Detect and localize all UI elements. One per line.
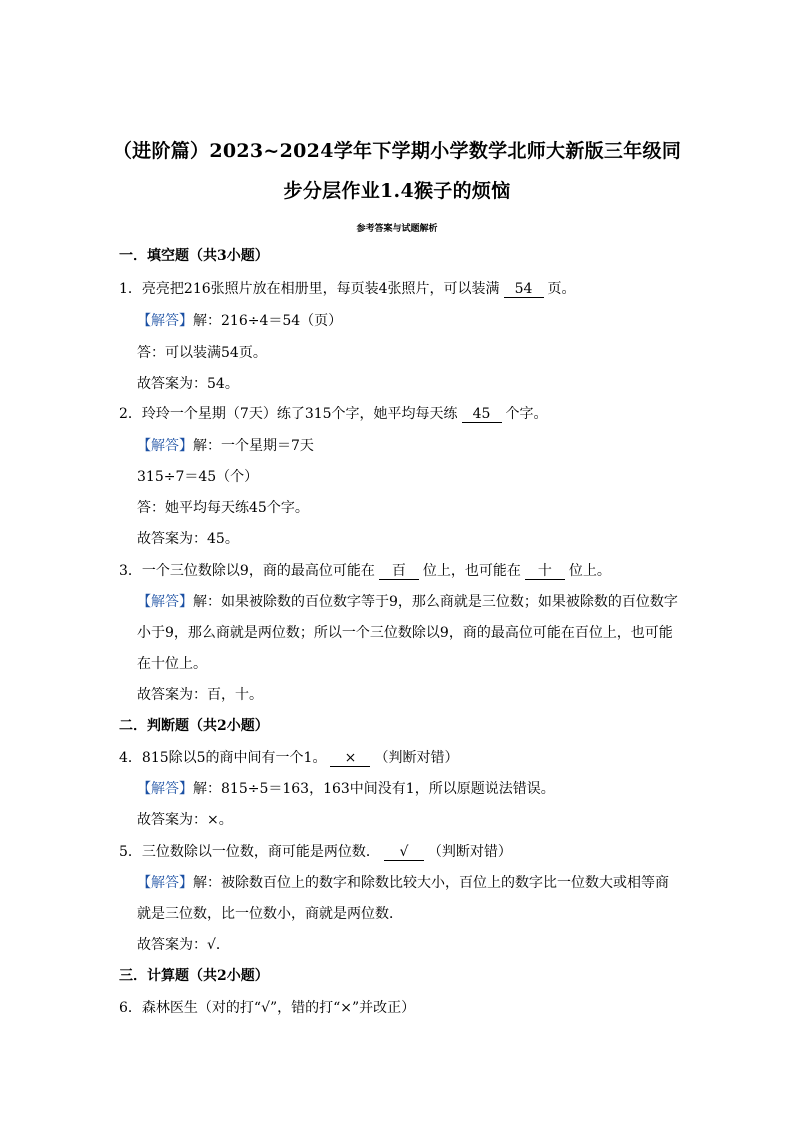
question-1-final-answer: 故答案为：54。 [137,376,239,392]
question-2 [119,405,548,423]
question-3-middle: 位上，也可能在 [422,563,521,579]
question-2-solution-line-2: 315÷7＝45（个） [137,469,259,485]
question-5 [119,843,512,861]
question-3-text: 3．一个三位数除以9，商的最高位可能在 [119,563,375,579]
question-2-final-answer: 故答案为：45。 [137,531,239,547]
question-3-solution [137,593,678,611]
question-2-suffix: 个字。 [505,406,548,422]
question-3-solution-line-3: 在十位上。 [137,656,207,672]
question-2-solution-line-3: 答：她平均每天练45个字。 [137,500,309,516]
question-4-solution-line-1: 解：815÷5＝163，163中间没有1，所以原题说法错误。 [193,781,555,797]
document-title-line-1: （进阶篇）2023~2024学年下学期小学数学北师大新版三年级同 [112,140,682,162]
question-3-answer-blank-2: 十 [525,563,565,580]
question-5-answer-blank: √ [384,844,424,861]
document-title-line-2: 步分层作业1.4猴子的烦恼 [283,180,511,202]
question-5-text: 5．三位数除以一位数，商可能是两位数． [119,844,380,860]
question-4-suffix: （判断对错） [374,750,459,766]
section-heading-calculation: 三．计算题（共2小题） [119,968,269,984]
question-5-solution-line-2: 就是三位数，比一位数小，商就是两位数． [137,906,403,922]
answer-tag: 【解答】 [137,313,193,329]
answer-tag: 【解答】 [137,594,193,610]
question-4-text: 4．815除以5的商中间有一个1。 [119,750,327,766]
question-5-suffix: （判断对错） [427,844,512,860]
question-4-final-answer: 故答案为：×。 [137,812,233,828]
question-1-solution-line-1: 解：216÷4＝54（页） [193,313,343,329]
question-1-answer-blank: 54 [504,281,544,298]
question-3-solution-line-2: 小于9，那么商就是两位数；所以一个三位数除以9，商的最高位可能在百位上，也可能 [137,625,673,641]
question-4-solution [137,780,555,798]
question-1-suffix: 页。 [547,281,576,297]
question-4-answer-blank: × [330,750,370,767]
question-2-solution [137,437,314,455]
question-1-solution [137,312,342,330]
question-3-final-answer: 故答案为：百，十。 [137,687,263,703]
question-6-text: 6．森林医生（对的打“√”，错的打“×”并改正） [119,1000,416,1016]
question-5-solution-line-1: 解：被除数百位上的数字和除数比较大小，百位上的数字比一位数大或相等商 [193,875,669,891]
question-5-final-answer: 故答案为：√． [137,937,230,953]
question-3-solution-line-1: 解：如果被除数的百位数字等于9，那么商就是三位数；如果被除数的百位数字 [193,594,678,610]
question-2-solution-line-1: 解：一个星期＝7天 [193,438,314,454]
section-heading-true-false: 二．判断题（共2小题） [119,718,269,734]
question-4 [119,749,458,767]
question-2-text: 2．玲玲一个星期（7天）练了315个字，她平均每天练 [119,406,458,422]
question-1 [119,280,576,298]
question-3-suffix: 位上。 [568,563,611,579]
question-1-solution-line-2: 答：可以装满54页。 [137,345,267,361]
question-3-answer-blank-1: 百 [379,563,419,580]
document-subtitle: 参考答案与试题解析 [356,224,438,234]
question-3 [119,562,611,580]
answer-tag: 【解答】 [137,875,193,891]
question-2-answer-blank: 45 [462,406,502,423]
section-heading-fill-in: 一．填空题（共3小题） [119,248,269,264]
answer-tag: 【解答】 [137,781,193,797]
answer-tag: 【解答】 [137,438,193,454]
question-1-text: 1．亮亮把216张照片放在相册里，每页装4张照片，可以装满 [119,281,500,297]
question-5-solution [137,874,669,892]
